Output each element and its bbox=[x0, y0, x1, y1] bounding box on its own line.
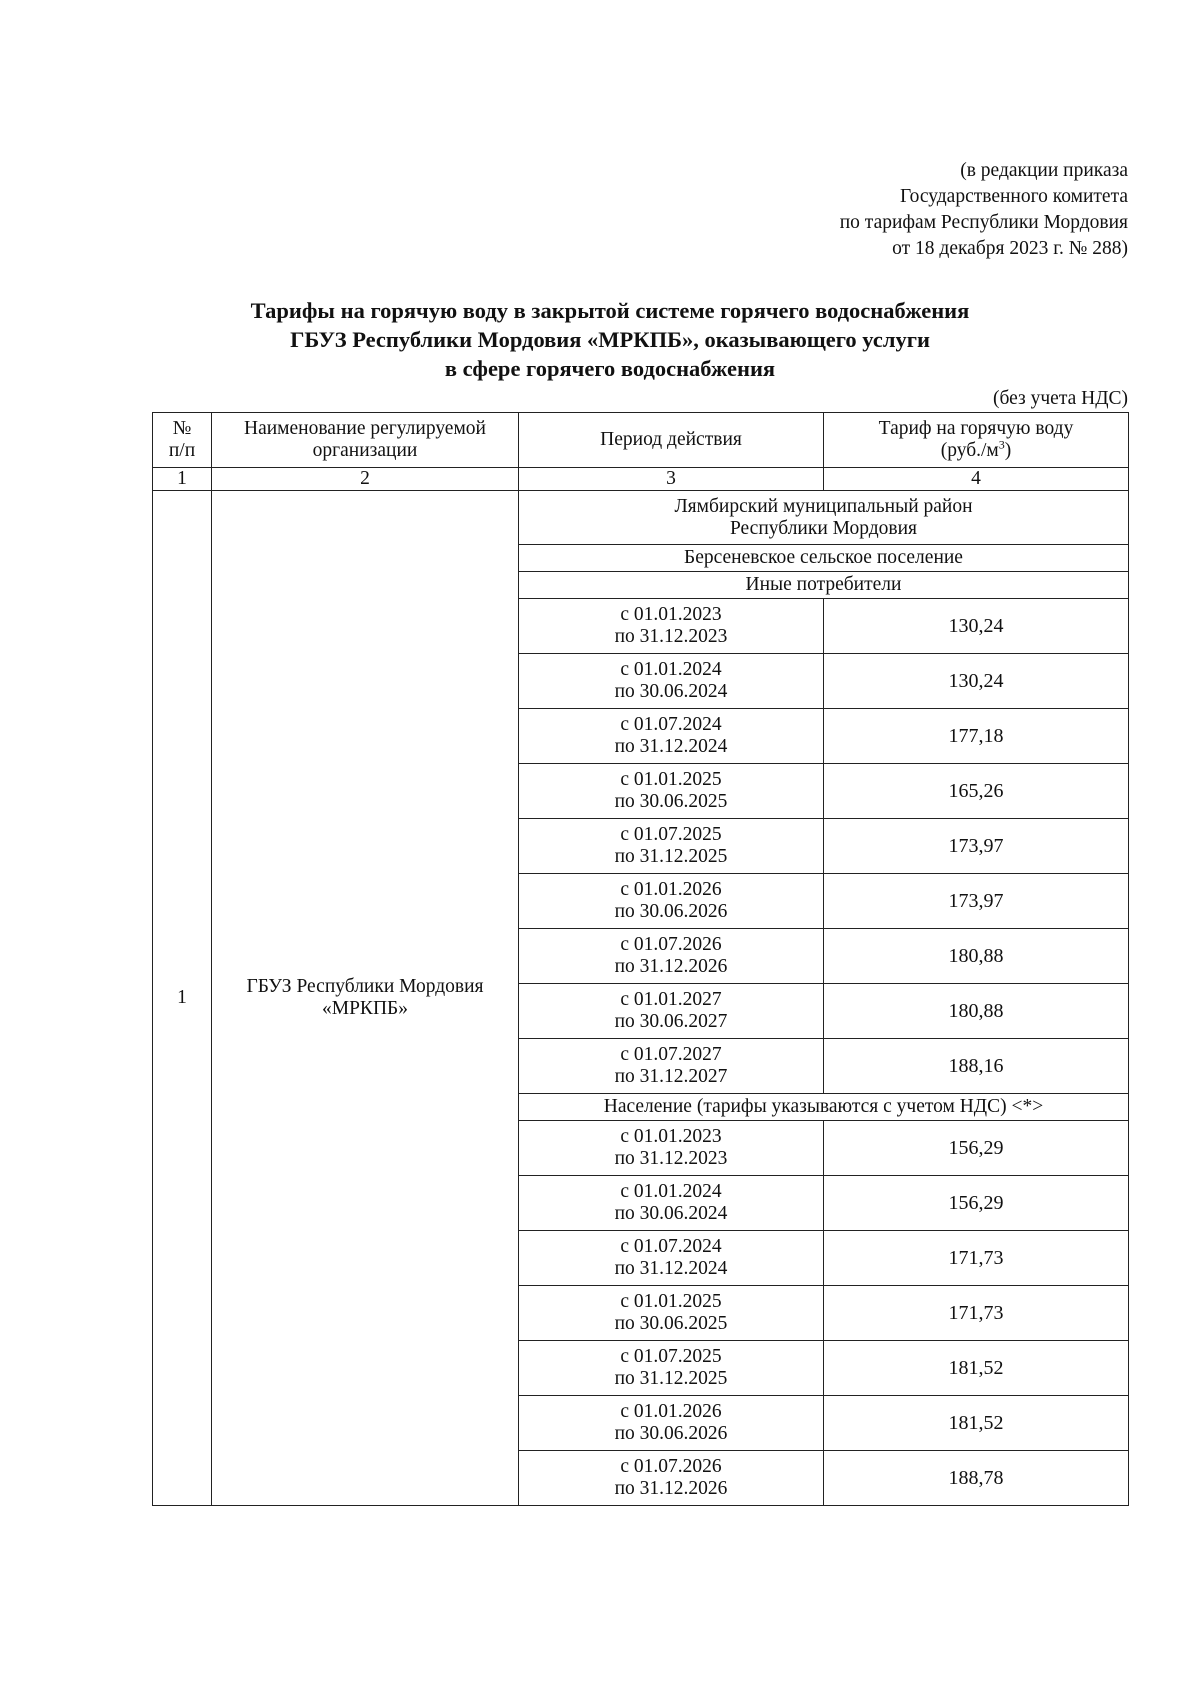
header-organization: Наименование регулируемой организации bbox=[212, 413, 519, 468]
tariff-value: 188,16 bbox=[824, 1039, 1129, 1094]
period-to: по 30.06.2025 bbox=[614, 1313, 728, 1334]
header-tariff: Тариф на горячую воду $(руб./м^3)$ bbox=[824, 413, 1129, 468]
column-number: 3 bbox=[519, 468, 824, 491]
tariff-value: 177,18 bbox=[824, 709, 1129, 764]
tariff-value: 181,52 bbox=[824, 1396, 1129, 1451]
title-line: Тарифы на горячую воду в закрытой системе горячего водоснабжения bbox=[250, 298, 970, 323]
period-to: по 30.06.2027 bbox=[614, 1011, 728, 1032]
tariff-value: 165,26 bbox=[824, 764, 1129, 819]
period-to: по 31.12.2024 bbox=[614, 736, 728, 757]
period-cell bbox=[519, 599, 824, 654]
consumer-group-population: Население (тарифы указываются с учетом НДС) <*> bbox=[519, 1094, 1129, 1121]
header-number: № п/п bbox=[153, 413, 212, 468]
period-to: по 30.06.2026 bbox=[614, 901, 728, 922]
period-to: по 30.06.2024 bbox=[614, 1203, 728, 1224]
period-from: с 01.07.2025 bbox=[620, 1346, 722, 1367]
edition-note bbox=[600, 158, 1128, 262]
organization-name: ГБУЗ Республики Мордовия «МРКПБ» bbox=[212, 491, 519, 1506]
period-cell bbox=[519, 1341, 824, 1396]
period-cell bbox=[519, 984, 824, 1039]
period-from: с 01.07.2026 bbox=[620, 934, 722, 955]
column-number-row bbox=[153, 468, 1129, 491]
region-row bbox=[153, 491, 1129, 545]
period-cell bbox=[519, 929, 824, 984]
tariff-value: 180,88 bbox=[824, 929, 1129, 984]
period-from: с 01.07.2024 bbox=[620, 714, 722, 735]
column-number: 2 bbox=[212, 468, 519, 491]
period-cell bbox=[519, 1121, 824, 1176]
period-cell bbox=[519, 1231, 824, 1286]
period-from: с 01.01.2023 bbox=[620, 604, 722, 625]
tariff-value: 181,52 bbox=[824, 1341, 1129, 1396]
period-cell bbox=[519, 819, 824, 874]
tariff-value: 171,73 bbox=[824, 1231, 1129, 1286]
period-to: по 30.06.2024 bbox=[614, 681, 728, 702]
period-from: с 01.01.2026 bbox=[620, 1401, 722, 1422]
period-to: по 31.12.2026 bbox=[614, 956, 728, 977]
period-cell bbox=[519, 1286, 824, 1341]
period-to: по 31.12.2025 bbox=[614, 1368, 728, 1389]
edition-note-line: по тарифам Республики Мордовия bbox=[839, 212, 1128, 233]
period-cell bbox=[519, 654, 824, 709]
tariff-value: 173,97 bbox=[824, 874, 1129, 929]
table-body bbox=[153, 468, 1129, 1506]
tariff-value: 156,29 bbox=[824, 1121, 1129, 1176]
period-from: с 01.01.2025 bbox=[620, 1291, 722, 1312]
period-to: по 30.06.2025 bbox=[614, 791, 728, 812]
tariff-value: 171,73 bbox=[824, 1286, 1129, 1341]
period-to: по 31.12.2023 bbox=[614, 1148, 728, 1169]
period-cell bbox=[519, 1451, 824, 1506]
region-name: Лямбирский муниципальный район Республики Мордовия bbox=[519, 491, 1129, 545]
edition-note-line: Государственного комитета bbox=[900, 186, 1128, 207]
period-cell bbox=[519, 709, 824, 764]
period-to: по 31.12.2023 bbox=[614, 626, 728, 647]
header-period: Период действия bbox=[519, 413, 824, 468]
tariff-table bbox=[152, 412, 1129, 1506]
period-from: с 01.07.2025 bbox=[620, 824, 722, 845]
edition-note-line: (в редакции приказа bbox=[960, 160, 1128, 181]
period-cell bbox=[519, 874, 824, 929]
period-to: по 31.12.2027 bbox=[614, 1066, 728, 1087]
edition-note-line: от 18 декабря 2023 г. № 288) bbox=[892, 238, 1128, 259]
tariff-value: 188,78 bbox=[824, 1451, 1129, 1506]
tariff-value: 156,29 bbox=[824, 1176, 1129, 1231]
title-line: в сфере горячего водоснабжения bbox=[444, 356, 776, 381]
period-from: с 01.01.2026 bbox=[620, 879, 722, 900]
period-cell bbox=[519, 1039, 824, 1094]
row-number: 1 bbox=[153, 491, 212, 1506]
period-cell bbox=[519, 1176, 824, 1231]
tariff-value: 173,97 bbox=[824, 819, 1129, 874]
column-number: 4 bbox=[824, 468, 1129, 491]
period-from: с 01.01.2023 bbox=[620, 1126, 722, 1147]
settlement-name: Берсеневское сельское поселение bbox=[519, 545, 1129, 572]
period-from: с 01.07.2026 bbox=[620, 1456, 722, 1477]
period-from: с 01.01.2024 bbox=[620, 659, 722, 680]
period-to: по 31.12.2026 bbox=[614, 1478, 728, 1499]
period-from: с 01.01.2025 bbox=[620, 769, 722, 790]
table-header-row bbox=[153, 413, 1129, 468]
column-number: 1 bbox=[153, 468, 212, 491]
period-cell bbox=[519, 764, 824, 819]
vat-note: (без учета НДС) bbox=[992, 388, 1128, 409]
period-to: по 30.06.2026 bbox=[614, 1423, 728, 1444]
period-from: с 01.07.2024 bbox=[620, 1236, 722, 1257]
document-title bbox=[140, 296, 1080, 383]
period-to: по 31.12.2024 bbox=[614, 1258, 728, 1279]
period-from: с 01.01.2027 bbox=[620, 989, 722, 1010]
tariff-value: 180,88 bbox=[824, 984, 1129, 1039]
tariff-value: 130,24 bbox=[824, 654, 1129, 709]
period-from: с 01.01.2024 bbox=[620, 1181, 722, 1202]
period-to: по 31.12.2025 bbox=[614, 846, 728, 867]
consumer-group-other: Иные потребители bbox=[519, 572, 1129, 599]
tariff-value: 130,24 bbox=[824, 599, 1129, 654]
period-from: с 01.07.2027 bbox=[620, 1044, 722, 1065]
period-cell bbox=[519, 1396, 824, 1451]
title-line: ГБУЗ Республики Мордовия «МРКПБ», оказывающего услуги bbox=[290, 327, 930, 352]
